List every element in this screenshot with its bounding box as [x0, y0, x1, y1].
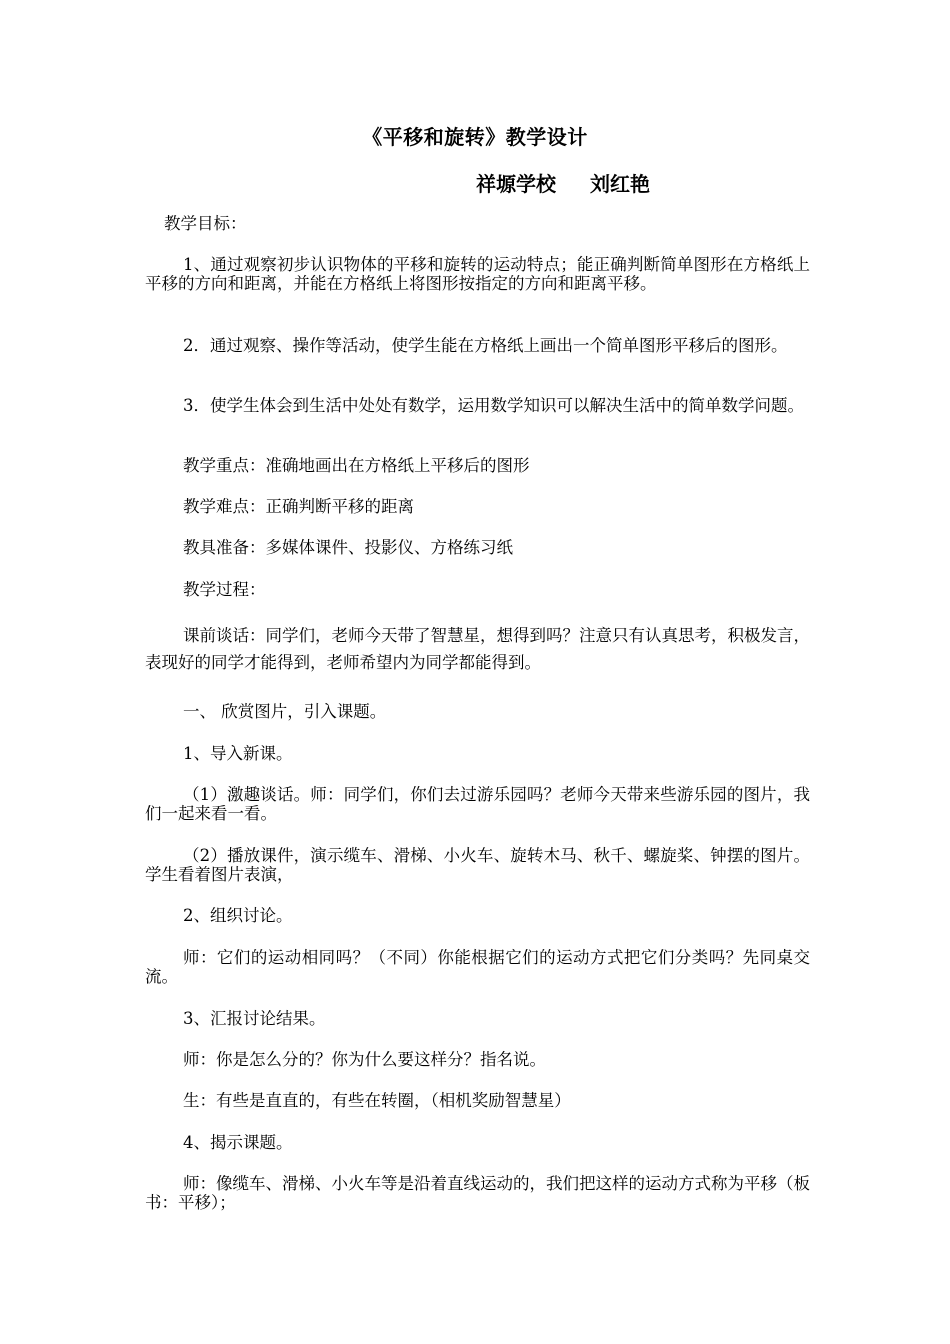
objective-1: 1、通过观察初步认识物体的平移和旋转的运动特点；能正确判断简单图形在方格纸上平移的方向和距离，并能在方格纸上将图形按指定的方向和距离平移。 — [145, 255, 810, 293]
step-1-item-2: （2）播放课件，演示缆车、滑梯、小火车、旋转木马、秋千、螺旋桨、钟摆的图片。学生看着图片表演， — [145, 846, 810, 884]
step-1-heading: 1、导入新课。 — [183, 744, 293, 763]
step-2-dialogue: 师：它们的运动相同吗？（不同）你能根据它们的运动方式把它们分类吗？先同桌交流。 — [145, 948, 810, 986]
teaching-key-point: 教学重点：准确地画出在方格纸上平移后的图形 — [183, 456, 530, 475]
teaching-difficulty: 教学难点：正确判断平移的距离 — [183, 497, 414, 516]
section-teaching-objectives: 教学目标： — [164, 214, 247, 233]
step-2-heading: 2、组织讨论。 — [183, 906, 293, 925]
objective-2: 2．通过观察、操作等活动，使学生能在方格纸上画出一个简单图形平移后的图形。 — [183, 336, 788, 355]
pre-class-talk: 课前谈话：同学们，老师今天带了智慧星，想得到吗？注意只有认真思考，积极发言，表现好的同学才能得到，老师希望内为同学都能得到。 — [145, 626, 810, 672]
step-3-student: 生：有些是直直的，有些在转圈，（相机奖励智慧星） — [183, 1091, 571, 1110]
step-3-teacher: 师：你是怎么分的？你为什么要这样分？指名说。 — [183, 1050, 546, 1069]
author-school: 祥塬学校 — [476, 172, 556, 196]
step-1-item-1: （1）激趣谈话。师：同学们，你们去过游乐园吗？老师今天带来些游乐园的图片，我们一起来看一看。 — [145, 785, 810, 823]
step-4-heading: 4、揭示课题。 — [183, 1133, 293, 1152]
author-line — [476, 168, 650, 197]
author-name: 刘红艳 — [590, 172, 650, 196]
step-3-heading: 3、汇报讨论结果。 — [183, 1009, 326, 1028]
teaching-process-heading: 教学过程： — [183, 580, 266, 599]
objective-3: 3．使学生体会到生活中处处有数学，运用数学知识可以解决生活中的简单数学问题。 — [183, 396, 804, 415]
section-one-heading: 一、 欣赏图片，引入课题。 — [183, 702, 387, 721]
step-4-teacher: 师：像缆车、滑梯、小火车等是沿着直线运动的，我们把这样的运动方式称为平移（板书：平移）； — [145, 1174, 810, 1212]
document-title: 《平移和旋转》教学设计 — [362, 125, 588, 149]
teaching-aids: 教具准备：多媒体课件、投影仪、方格练习纸 — [183, 538, 513, 557]
